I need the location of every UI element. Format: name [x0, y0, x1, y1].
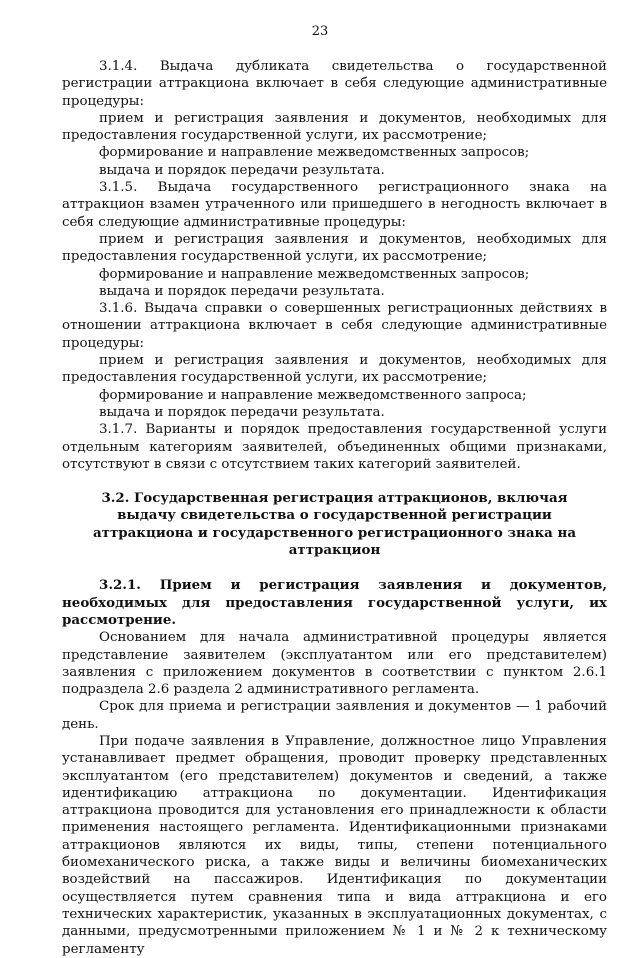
- list-item: формирование и направление межведомственного запроса;: [99, 387, 527, 403]
- list-item: прием и регистрация заявления и документов, необходимых для предоставления государственной услуги, их рассмотрение;: [62, 231, 607, 265]
- list-item: прием и регистрация заявления и документов, необходимых для предоставления государственной услуги, их рассмотрение;: [62, 353, 607, 386]
- paragraph-3-1-5: 3.1.5. Выдача государственного регистрационного знака на аттракцион взамен утраченного или пришедшего в негодность включает в себя следующие административные процедуры:: [62, 180, 607, 230]
- paragraph-deadline: Срок для приема и регистрации заявления и документов — 1 рабочий день.: [62, 699, 607, 732]
- spacer: [62, 559, 607, 577]
- subsection-heading: 3.2.1. Прием и регистрация заявления и документов, необходимых для предоставления государственной услуги, их рассмотрение.: [62, 577, 607, 628]
- list-item: формирование и направление межведомственных запросов;: [99, 145, 530, 161]
- paragraph-identification: При подаче заявления в Управление, должностное лицо Управления устанавливает предмет обращения, проводит проверку представленных эксплуатантом (его представителем) документов и сведений, а также идентификацию аттракциона по документации. Идентификация аттракциона проводится для установления его принадлежности к области применения настоящего регламента. Идентификационными признаками аттракционов являются их виды, типы, степени потенциального биомеханического риска, а также виды и величины биомеханических воздействий на пассажиров. Идентификация по документации осуществляется путем сравнения типа и вида аттракциона и его технических характеристик, указанных в эксплуатационных документах, с данными, предусмотренными приложением № 1 и № 2 к техническому регламенту: [62, 733, 607, 957]
- paragraph-3-1-6: 3.1.6. Выдача справки о совершенных регистрационных действиях в отношении аттракциона включает в себя следующие административные процедуры:: [62, 301, 607, 351]
- paragraph-3-1-7: 3.1.7. Варианты и порядок предоставления государственной услуги отдельным категориям заявителей, объединенных общими признаками, отсутствуют в связи с отсутствием таких категорий заявителей.: [62, 422, 607, 472]
- list-item: выдача и порядок передачи результата.: [99, 404, 385, 420]
- list-item: формирование и направление межведомственных запросов;: [99, 266, 530, 282]
- list-item: прием и регистрация заявления и документов, необходимых для предоставления государственной услуги, их рассмотрение;: [62, 110, 607, 144]
- page-number: 23: [311, 24, 329, 39]
- list-item: выдача и порядок передачи результата.: [99, 162, 385, 178]
- section-heading: 3.2. Государственная регистрация аттракционов, включая выдачу свидетельства о государственной регистрации аттракциона и государственного регистрационного знака на аттракцион: [92, 490, 576, 559]
- paragraph-3-1-4: 3.1.4. Выдача дубликата свидетельства о государственной регистрации аттракциона включает в себя следующие административные процедуры:: [62, 59, 607, 109]
- paragraph-basis: Основанием для начала административной процедуры является представление заявителем (эксплуатантом или его представителем) заявления с приложением документов в соответствии с пунктом 2.6.1 подраздела 2.6 раздела 2 административного регламента.: [62, 630, 607, 698]
- spacer: [62, 473, 607, 490]
- document-body: [62, 58, 607, 958]
- list-item: выдача и порядок передачи результата.: [99, 283, 385, 299]
